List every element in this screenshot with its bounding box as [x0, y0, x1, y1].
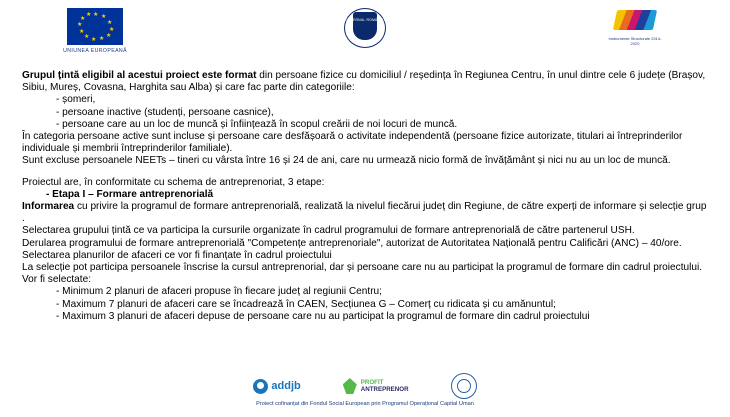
leaf-icon	[343, 378, 357, 394]
romanian-government-icon	[344, 8, 386, 48]
intro-rest-text: din persoane fizice cu domiciliul / reședința în Regiunea Centru, în unul dintre cele 6 județe (Brașov, Sibiu, Mureș, Covasna, Harghita sau Alba) și care fac parte din categoriile:	[22, 70, 706, 94]
paragraph-vor-fi-selectate: Vor fi selectate:	[22, 274, 92, 286]
bullet-angajati: - persoane care au un loc de muncă și înființează în scopul creării de noi locuri de muncă.	[56, 118, 458, 130]
profit-antreprenor-text	[361, 379, 409, 393]
intro-bold-text: Grupul țintă eligibil al acestui proiect este format	[22, 70, 257, 81]
profit-line2: ANTREPRENOR	[360, 386, 409, 393]
footer-logos	[0, 373, 730, 399]
paragraph-selectare-planuri: Selectarea planurilor de afaceri ce vor fi finanțate în cadrul proiectului	[22, 249, 332, 261]
selection-bullet-minimum-2: - Minimum 2 planuri de afaceri propuse în fiecare județ al regiunii Centru;	[56, 286, 382, 298]
selection-bullet-maximum-3: - Maximum 3 planuri de afaceri depuse de persoane care nu au participat la programul de formare din cadrul proiectului	[56, 310, 590, 322]
structural-instruments-icon	[605, 8, 665, 46]
addjb-logo	[253, 379, 300, 394]
document-body	[0, 68, 730, 323]
paragraph-selectare-grup: Selectarea grupului țintă ce va participa la cursurile organizate în cadrul programului de formare antreprenorială de către partenerul USH.	[22, 225, 635, 237]
government-logo-caption: GUVERNUL ROMÂNIEI	[345, 18, 385, 22]
paragraph-participanti-selectie: La selecție pot participa persoanele înscrise la cursul antreprenorial, dar și persoane care nu au participat la programul de formare din cadrul proiectului.	[22, 262, 703, 274]
partner-circle-logo	[451, 373, 477, 399]
selection-bullet-maximum-7: - Maximum 7 planuri de afaceri care se încadrează în CAEN, Secțiunea G – Comerț cu ridicata și cu amănuntul;	[56, 298, 556, 310]
eu-logo-caption: UNIUNEA EUROPEANĂ	[63, 48, 127, 54]
bullet-someri: - șomeri,	[56, 94, 96, 106]
paragraph-derulare-program: Derularea programului de formare antreprenorială "Competențe antreprenoriale", autorizat de Autoritatea Națională pentru Calificări (ANC) – 40/ore.	[22, 237, 682, 249]
informarea-bold-text: Informarea	[22, 201, 75, 213]
header-logos	[0, 0, 730, 68]
informarea-rest-text: cu privire la programul de formare antreprenorială, realizată la nivelul fiecărui județ din Regiune, de către experți de informare și selecție grup .	[22, 201, 707, 225]
paragraph-neets: Sunt excluse persoanele NEETs – tineri cu vârsta între 16 și 24 de ani, care nu urmează nicio formă de învățământ și nici nu au un loc de muncă.	[22, 155, 671, 167]
stage-one-title: - Etapa I – Formare antreprenorială	[46, 188, 214, 200]
government-logo-block	[290, 8, 440, 48]
paragraph-etape: Proiectul are, în conformitate cu schema de antreprenoriat, 3 etape:	[22, 176, 325, 188]
footer-note: Proiect cofinanțat din Fondul Social European prin Programul Operațional Capital Uman	[256, 401, 474, 407]
structural-instruments-logo-block	[560, 8, 710, 46]
profit-line1: PROFIT	[360, 379, 384, 386]
eu-logo-block	[20, 8, 170, 55]
paragraph-informarea	[22, 201, 708, 225]
addjb-mark-icon	[253, 379, 268, 394]
paragraph-intro	[22, 70, 708, 94]
paragraph-persoane-active: În categoria persoane active sunt incluse și persoane care desfășoară o activitate independentă (persoane fizice autorizate, titulari ai întreprinderilor individuale și membrii întreprinderilor familiale).	[22, 131, 683, 155]
addjb-label: addjb	[271, 380, 301, 392]
eu-flag-icon: ★ ★ ★ ★ ★ ★ ★ ★ ★ ★ ★ ★	[67, 8, 123, 45]
bullet-inactive: - persoane inactive (studenți, persoane casnice),	[56, 106, 274, 118]
profit-antreprenor-logo	[343, 378, 409, 394]
footer	[0, 373, 730, 417]
structural-instruments-caption: Instrumente Structurale 2014-2020	[608, 35, 662, 46]
